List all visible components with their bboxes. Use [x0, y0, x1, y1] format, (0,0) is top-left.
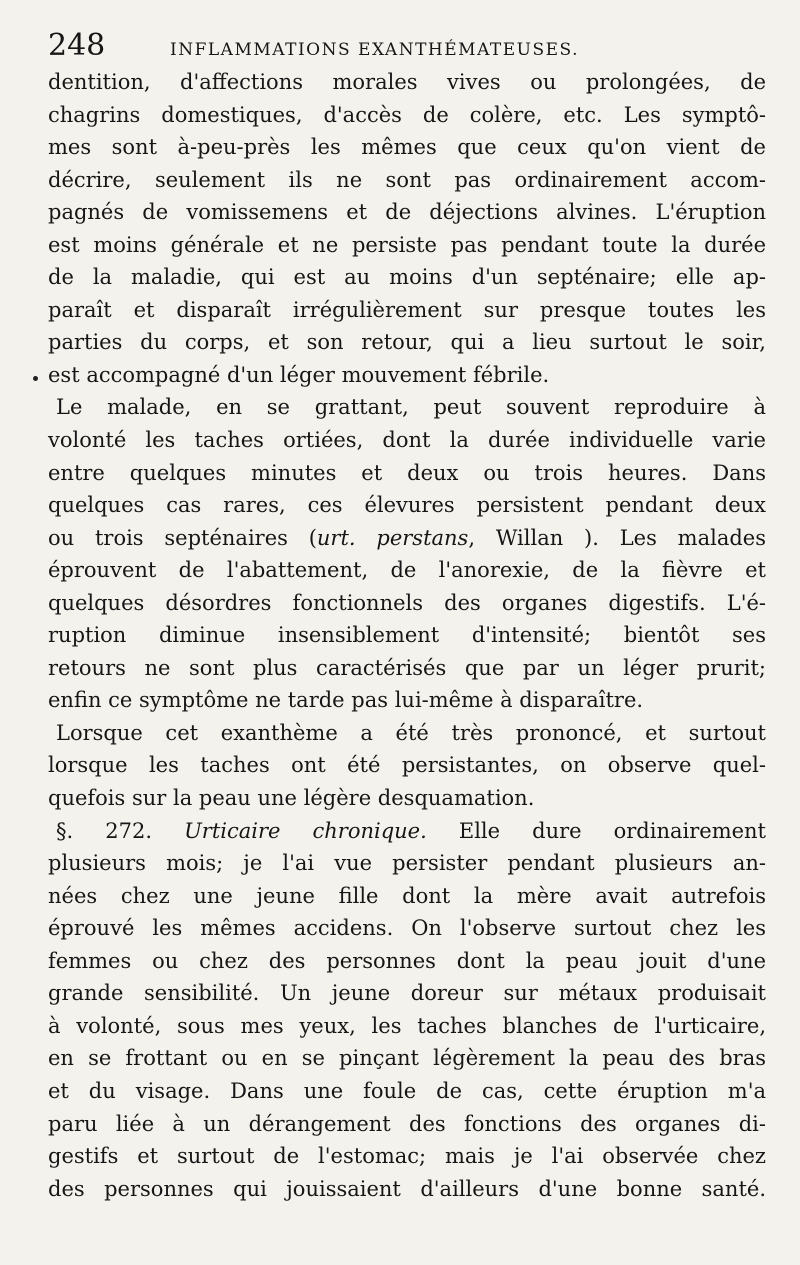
text-line: paraît et disparaît irrégulièrement sur presque toutes les	[48, 297, 766, 322]
text-line: grande sensibilité. Un jeune doreur sur métaux produisait	[48, 981, 766, 1006]
text-line: est moins générale et ne persiste pas pendant toute la durée	[48, 232, 766, 257]
text-line: parties du corps, et son retour, qui a lieu surtout le soir,	[48, 330, 766, 355]
text-line: en se frottant ou en se pinçant légèrement la peau des bras	[48, 1046, 766, 1071]
running-title: INFLAMMATIONS EXANTHÉMATEUSES.	[170, 40, 579, 60]
text-line: entre quelques minutes et deux ou trois heures. Dans	[48, 460, 766, 485]
section-title: Urticaire chronique.	[184, 818, 427, 843]
text-line: plusieurs mois; je l'ai vue persister pendant plusieurs an-	[48, 851, 766, 876]
text-line: gestifs et surtout de l'estomac; mais je l'ai observée chez	[48, 1144, 766, 1169]
section-heading-line	[48, 815, 766, 848]
text-line: mes sont à-peu-près les mêmes que ceux qu'on vient de	[48, 135, 766, 160]
text-line: enfin ce symptôme ne tarde pas lui-même à disparaître.	[48, 688, 644, 713]
text-line: paru liée à un dérangement des fonctions des organes di-	[48, 1111, 766, 1136]
text-line: de la maladie, qui est au moins d'un septénaire; elle ap-	[48, 265, 766, 290]
species-name: urt. perstans	[316, 525, 469, 550]
text-run: ou trois septénaires (	[48, 525, 317, 550]
text-line: quelques désordres fonctionnels des organes digestifs. L'é-	[48, 590, 766, 615]
text-line: quefois sur la peau une légère desquamation.	[48, 786, 535, 811]
page-number: 248	[48, 28, 106, 63]
text-line: Lorsque cet exanthème a été très prononcé, et surtout	[56, 720, 766, 745]
text-line: pagnés de vomissemens et de déjections alvines. L'éruption	[48, 200, 766, 225]
text-line: chagrins domestiques, d'accès de colère, etc. Les symptô-	[48, 102, 766, 127]
text-line: décrire, seulement ils ne sont pas ordinairement accom-	[48, 167, 766, 192]
text-line: Le malade, en se grattant, peut souvent reproduire à	[56, 395, 766, 420]
text-line: dentition, d'affections morales vives ou prolongées, de	[48, 70, 766, 94]
text-line: nées chez une jeune fille dont la mère avait autrefois	[48, 883, 766, 908]
text-line: retours ne sont plus caractérisés que par un léger prurit;	[48, 655, 766, 680]
text-run: Elle dure ordinairement	[426, 818, 766, 843]
text-line: des personnes qui jouissaient d'ailleurs d'une bonne santé.	[48, 1176, 766, 1201]
text-line: éprouvent de l'abattement, de l'anorexie, de la fièvre et	[48, 558, 766, 583]
text-line: lorsque les taches ont été persistantes, on observe quel-	[48, 753, 766, 778]
text-line: ruption diminue insensiblement d'intensité; bientôt ses	[48, 623, 766, 648]
text-run: , Willan ). Les malades	[468, 525, 766, 550]
text-line	[48, 522, 766, 555]
text-line: quelques cas rares, ces élevures persistent pendant deux	[48, 493, 766, 518]
text-line: et du visage. Dans une foule de cas, cette éruption m'a	[48, 1078, 766, 1103]
running-head	[48, 28, 766, 66]
text-line: volonté les taches ortiées, dont la durée individuelle varie	[48, 428, 766, 453]
margin-dot	[33, 376, 38, 381]
text-line: éprouvé les mêmes accidens. On l'observe surtout chez les	[48, 916, 766, 941]
body-text	[48, 66, 766, 1205]
section-number: §. 272.	[56, 818, 185, 843]
text-line: femmes ou chez des personnes dont la peau jouit d'une	[48, 948, 766, 973]
text-line: est accompagné d'un léger mouvement fébrile.	[48, 362, 550, 387]
text-line: à volonté, sous mes yeux, les taches blanches de l'urticaire,	[48, 1013, 766, 1038]
